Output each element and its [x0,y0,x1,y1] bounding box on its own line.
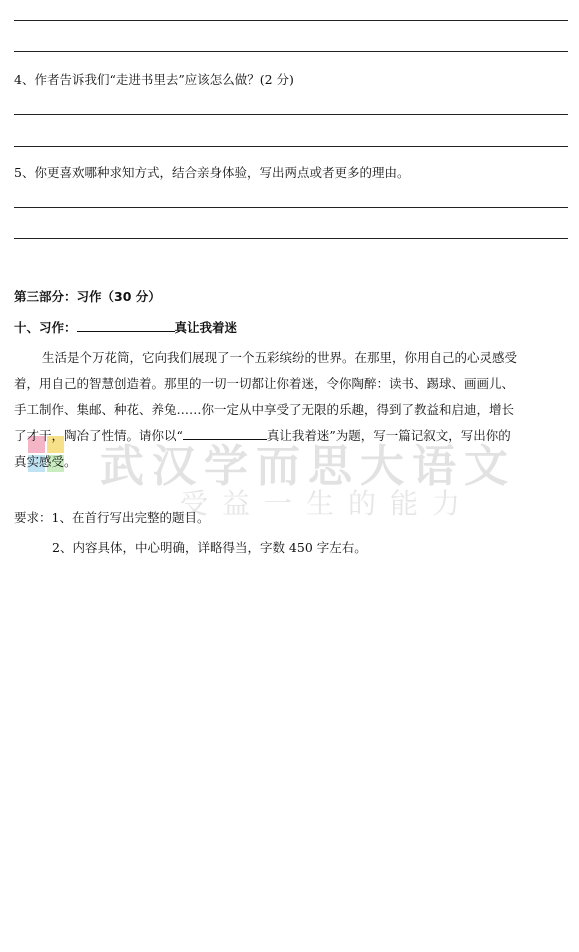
answer-line [14,114,568,115]
question-10-heading [14,318,237,336]
paragraph-line: 真实感受。 [14,454,77,469]
answer-line [14,207,568,208]
paragraph-line: 生活是个万花筒，它向我们展现了一个五彩缤纷的世界。在那里，你用自己的心灵感受 [42,350,518,365]
title-blank [183,427,267,440]
question-10-prefix: 十、习作： [14,320,77,335]
question-5: 5、你更喜欢哪种求知方式，结合亲身体验，写出两点或者更多的理由。 [14,165,410,180]
prompt-paragraph [14,345,568,475]
answer-line [14,146,568,147]
paragraph-line: 着，用自己的智慧创造着。那里的一切一切都让你着迷，令你陶醉：读书、踢球、画画儿、 [14,376,515,391]
watermark-slogan: 受益一生的能力 [180,487,475,520]
answer-line [14,238,568,239]
requirement-1: 要求：1、在首行写出完整的题目。 [14,510,210,525]
question-10-suffix: 真让我着迷 [174,320,238,335]
answer-line [14,20,568,21]
requirement-2: 2、内容具体，中心明确，详略得当，字数 450 字左右。 [52,540,367,555]
title-blank [77,319,175,332]
answer-line [14,51,568,52]
paragraph-line: 了才干，陶冶了性情。请你以“ 真让我着迷”为题，写一篇记叙文，写出你的 [14,428,511,443]
question-4: 4、作者告诉我们“走进书里去”应该怎么做？(2 分) [14,72,294,87]
paragraph-line: 手工制作、集邮、种花、养兔……你一定从中享受了无限的乐趣，得到了教益和启迪，增长 [14,402,515,417]
watermark-title: 武汉学而思大语文 [100,441,516,492]
part-3-heading: 第三部分：习作（30 分） [14,289,161,304]
